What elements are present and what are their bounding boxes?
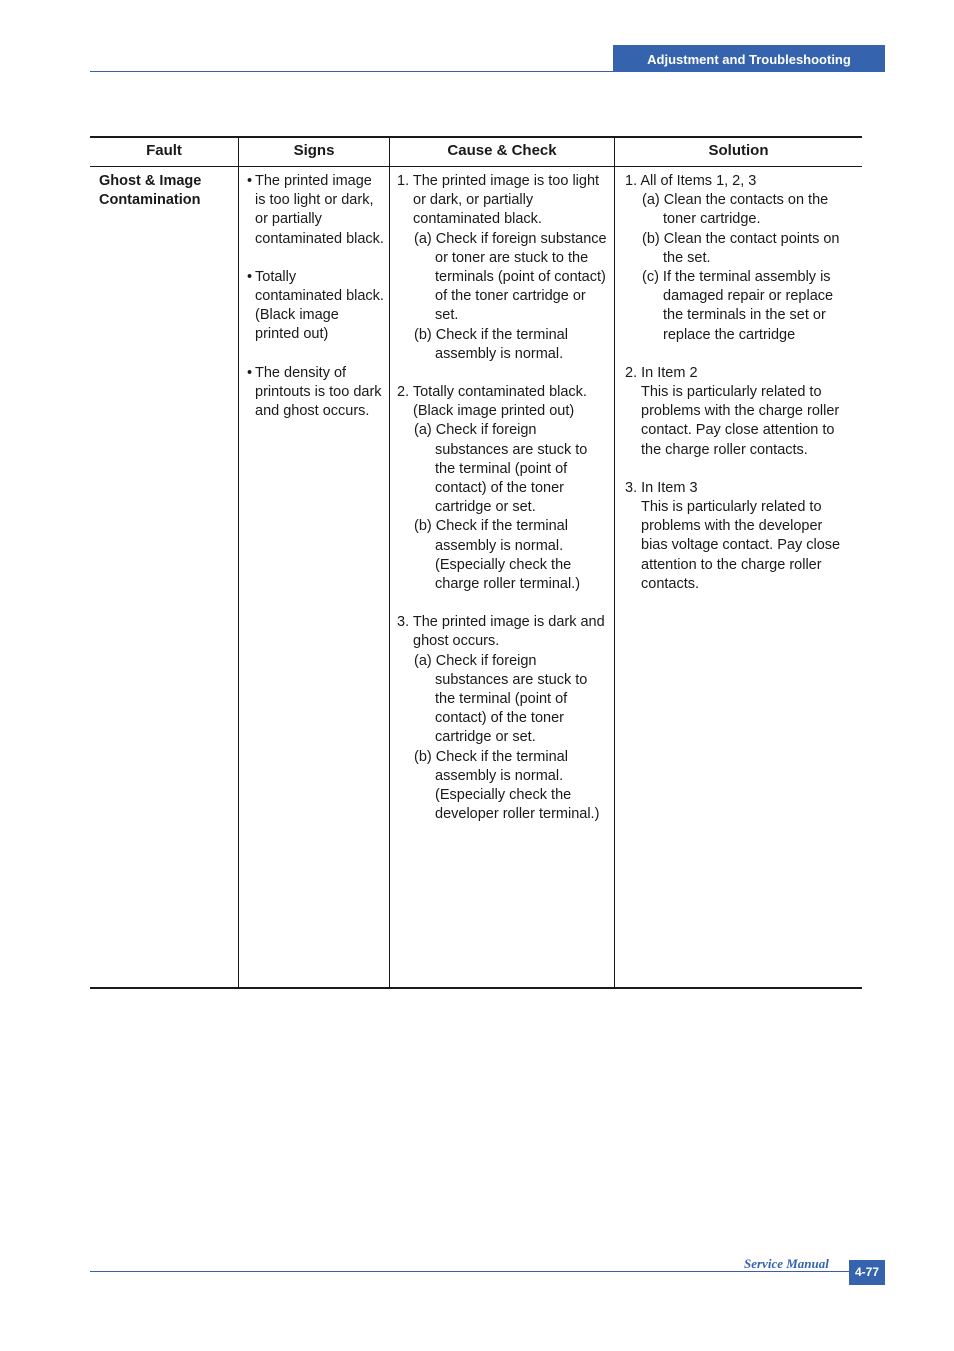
text-line: substances are stuck to (435, 441, 588, 458)
text-line: (Black image printed out) (413, 403, 575, 420)
column-divider (614, 138, 615, 987)
bullet-icon: • (247, 173, 253, 189)
text-line: the set. (663, 249, 711, 266)
text-line: contact. Pay close attention to (641, 422, 835, 439)
sub-item (397, 230, 612, 326)
text-line: (Especially check the (435, 787, 572, 804)
text-line: and ghost occurs. (255, 403, 370, 420)
text-line: or dark, or partially (413, 192, 534, 209)
text-line: is too light or dark, (255, 192, 374, 209)
text-line: (c) If the terminal assembly is (642, 269, 831, 286)
sign-item (247, 172, 387, 249)
text-line: Totally (255, 268, 297, 285)
footer-rule (90, 1271, 850, 1272)
header-solution: Solution (708, 142, 769, 159)
text-line: (a) Clean the contacts on the (642, 192, 829, 209)
footer-label: Service Manual (744, 1256, 829, 1271)
cause-item (397, 172, 612, 364)
text-line: damaged repair or replace (663, 288, 834, 305)
solution-cell (625, 172, 859, 594)
sign-item (247, 268, 387, 345)
text-line: (b) Clean the contact points on (642, 230, 840, 247)
text-line: the terminal (point of (435, 691, 568, 708)
bullet-icon: • (247, 364, 253, 381)
solution-item (625, 479, 859, 594)
cause-item (397, 613, 612, 824)
text-line: contaminated black. (255, 288, 384, 305)
text-line: problems with the developer (641, 518, 823, 535)
cause-item (397, 383, 612, 594)
text-line: the terminals in the set or (663, 307, 826, 324)
sub-item (397, 652, 612, 748)
text-line: of the toner cartridge or set. (435, 288, 586, 324)
sub-item (625, 191, 859, 229)
sub-item (397, 748, 612, 825)
text-line: contact) of the toner (435, 480, 564, 497)
text-line: assembly is normal. (435, 345, 564, 362)
header-signs: Signs (293, 142, 335, 159)
text-line: terminals (point of contact) (435, 269, 606, 286)
text-line: (a) Check if foreign substance (414, 230, 607, 247)
text-line: toner cartridge. (663, 211, 761, 228)
text-line: charge roller terminal.) (435, 576, 581, 593)
text-line: the terminal (point of (435, 460, 568, 477)
page-number: 4-77 (849, 1260, 885, 1285)
text-line: 2. In Item 2 (625, 364, 698, 381)
fault-cell: Ghost & Image Contamination (99, 173, 202, 209)
text-line: 3. The printed image is dark and (397, 614, 605, 631)
bullet-icon: • (247, 268, 253, 285)
text-line: cartridge or set. (435, 499, 536, 516)
text-line: 1. All of Items 1, 2, 3 (625, 173, 757, 189)
text-line: ghost occurs. (413, 633, 500, 650)
text-line: cartridge or set. (435, 729, 536, 746)
text-line: substances are stuck to (435, 671, 588, 688)
spacer (255, 249, 387, 268)
text-line: The density of (255, 364, 347, 381)
column-divider (238, 138, 239, 987)
text-line: The printed image (255, 173, 372, 189)
signs-cell (247, 172, 387, 421)
text-line: developer roller terminal.) (435, 806, 600, 823)
text-line: (b) Check if the terminal (414, 518, 568, 535)
sub-item (397, 326, 612, 364)
section-title: Adjustment and Troubleshooting (613, 45, 885, 72)
spacer (625, 345, 859, 364)
spacer (397, 594, 612, 613)
text-line: assembly is normal. (435, 767, 564, 784)
text-line: (b) Check if the terminal (414, 748, 568, 765)
text-line: assembly is normal. (435, 537, 564, 554)
text-line: or partially (255, 211, 322, 228)
solution-item (625, 364, 859, 460)
sub-item (397, 517, 612, 594)
spacer (397, 364, 612, 383)
text-line: (Especially check the (435, 556, 572, 573)
text-line: bias voltage contact. Pay close (641, 537, 841, 554)
text-line: attention to the charge roller (641, 556, 822, 573)
text-line: This is particularly related to (641, 499, 822, 516)
header-cause-check: Cause & Check (447, 142, 557, 159)
text-line: the charge roller contacts. (641, 441, 808, 458)
text-line: contact) of the toner (435, 710, 564, 727)
text-line: 3. In Item 3 (625, 479, 698, 496)
text-line: (a) Check if foreign (414, 422, 537, 439)
text-line: (a) Check if foreign (414, 652, 537, 669)
text-line: replace the cartridge (663, 326, 796, 343)
troubleshooting-table (90, 136, 862, 989)
sub-item (625, 230, 859, 268)
sign-item (247, 364, 387, 422)
text-line: contaminated black. (413, 211, 542, 228)
spacer (625, 460, 859, 479)
header-fault: Fault (146, 142, 182, 159)
cause-cell (397, 172, 612, 825)
text-line: (b) Check if the terminal (414, 326, 568, 343)
text-line: contaminated black. (255, 230, 384, 247)
text-line: problems with the charge roller (641, 403, 840, 420)
sub-item (625, 268, 859, 345)
text-line: printouts is too dark (255, 383, 382, 400)
sub-item (397, 421, 612, 517)
solution-item (625, 172, 859, 345)
text-line: 1. The printed image is too light (397, 173, 600, 189)
text-line: contacts. (641, 575, 700, 592)
spacer (255, 345, 387, 364)
text-line: (Black image (255, 307, 339, 324)
text-line: 2. Totally contaminated black. (397, 384, 587, 401)
text-line: This is particularly related to (641, 384, 822, 401)
column-divider (389, 138, 390, 987)
header-divider (90, 166, 862, 167)
text-line: or toner are stuck to the (435, 249, 589, 266)
text-line: printed out) (255, 326, 329, 343)
